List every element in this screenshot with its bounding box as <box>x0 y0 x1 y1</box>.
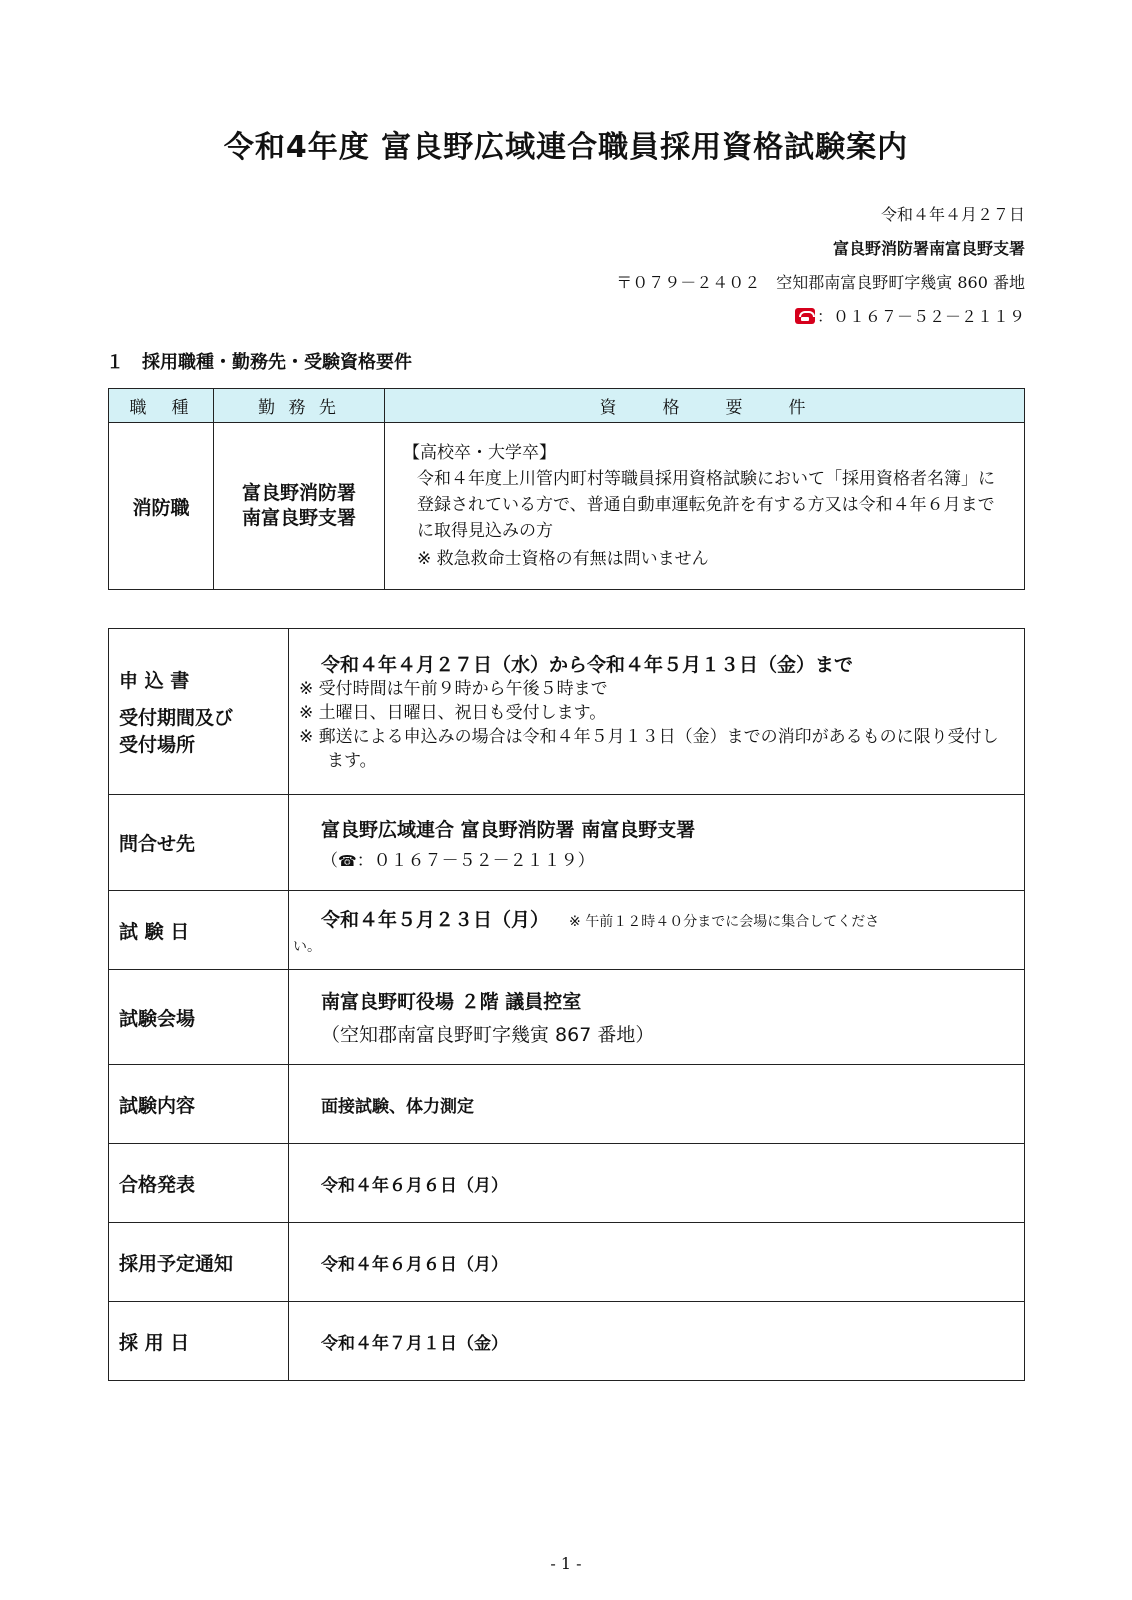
row-notice <box>109 1223 1025 1302</box>
venue-label: 試験会場 <box>109 970 289 1065</box>
inquiry-label: 問合せ先 <box>109 795 289 891</box>
venue-address: （空知郡南富良野町字幾寅 867 番地） <box>321 1024 655 1046</box>
header-requirements: 資 格 要 件 <box>385 389 1025 423</box>
inquiry-phone <box>321 846 1024 871</box>
application-note-1: ※ 受付時間は午前９時から午後５時まで <box>299 679 608 699</box>
row-exam-date <box>109 891 1025 970</box>
application-note-3: ※ 郵送による申込みの場合は令和４年５月１３日（金）までの消印があるものに限り受付します。 <box>299 727 999 771</box>
application-notes <box>299 677 1004 773</box>
inquiry-value-cell <box>289 795 1025 891</box>
exam-date-note-cont: い。 <box>293 938 321 955</box>
inquiry-phone-number: ：０１６７－５２－２１１９） <box>356 850 595 871</box>
result-label: 合格発表 <box>109 1144 289 1223</box>
requirements-header-row <box>109 389 1025 423</box>
inquiry-phone-open: （ <box>321 850 338 871</box>
row-result <box>109 1144 1025 1223</box>
venue-name: 南富良野町役場 ２階 議員控室 <box>321 991 582 1013</box>
row-hire <box>109 1302 1025 1381</box>
requirements-row <box>109 423 1025 590</box>
workplace-cell <box>214 423 385 590</box>
venue-value-cell <box>289 970 1025 1065</box>
application-label: 申 込 書 <box>119 670 190 692</box>
exam-details-table <box>108 628 1025 1381</box>
notice-value: 令和４年６月６日（月） <box>289 1223 1025 1302</box>
row-venue <box>109 970 1025 1065</box>
application-sublabel-2: 受付場所 <box>119 734 196 756</box>
requirements-body: 令和４年度上川管内町村等職員採用資格試験において「採用資格者名簿」に登録されている方で、普通自動車運転免許を有する方又は令和４年６月までに取得見込みの方 <box>417 469 995 541</box>
row-inquiry <box>109 795 1025 891</box>
header-workplace: 勤 務 先 <box>214 389 385 423</box>
job-cell: 消防職 <box>109 423 214 590</box>
requirements-table <box>108 388 1025 590</box>
page-title: 令和4年度 富良野広域連合職員採用資格試験案内 <box>223 130 909 165</box>
issuer-phone <box>795 304 1025 327</box>
content-value: 面接試験、体力測定 <box>289 1065 1025 1144</box>
telephone-icon <box>795 308 815 324</box>
issue-date: 令和４年４月２７日 <box>880 205 1025 224</box>
requirements-heading: 【高校卒・大学卒】 <box>403 443 556 463</box>
section-heading: １ 採用職種・勤務先・受験資格要件 <box>106 352 412 373</box>
row-content <box>109 1065 1025 1144</box>
exam-date-note: ※ 午前１２時４０分までに会場に集合してくださ <box>569 913 880 930</box>
application-value-cell <box>289 629 1025 795</box>
issuer-phone-number: ：０１６７－５２－２１１９ <box>816 307 1025 326</box>
workplace-line-2: 南富良野支署 <box>241 507 356 529</box>
requirements-cell <box>385 423 1025 590</box>
row-application <box>109 629 1025 795</box>
exam-date-value-cell <box>289 891 1025 970</box>
workplace-line-1: 富良野消防署 <box>241 482 356 504</box>
application-sublabel-1: 受付期間及び <box>119 707 234 729</box>
application-label-cell <box>109 629 289 795</box>
application-period: 令和４年４月２７日（水）から令和４年５月１３日（金）まで <box>321 654 854 676</box>
notice-label: 採用予定通知 <box>109 1223 289 1302</box>
result-value: 令和４年６月６日（月） <box>289 1144 1025 1223</box>
requirements-note: ※ 救急救命士資格の有無は問いません <box>417 549 709 569</box>
page-number: - 1 - <box>550 1554 582 1573</box>
hire-label: 採 用 日 <box>109 1302 289 1381</box>
telephone-icon: ☎ <box>338 851 357 870</box>
header-job: 職 種 <box>109 389 214 423</box>
application-note-2: ※ 土曜日、日曜日、祝日も受付します。 <box>299 703 607 723</box>
exam-date: 令和４年５月２３日（月） <box>321 908 550 931</box>
exam-date-label: 試 験 日 <box>109 891 289 970</box>
issuer-address: 〒０７９－２４０２ 空知郡南富良野町字幾寅 860 番地 <box>616 273 1025 292</box>
issuer-name: 富良野消防署南富良野支署 <box>832 239 1025 258</box>
inquiry-name: 富良野広域連合 富良野消防署 南富良野支署 <box>321 818 696 841</box>
hire-value: 令和４年７月１日（金） <box>289 1302 1025 1381</box>
content-label: 試験内容 <box>109 1065 289 1144</box>
